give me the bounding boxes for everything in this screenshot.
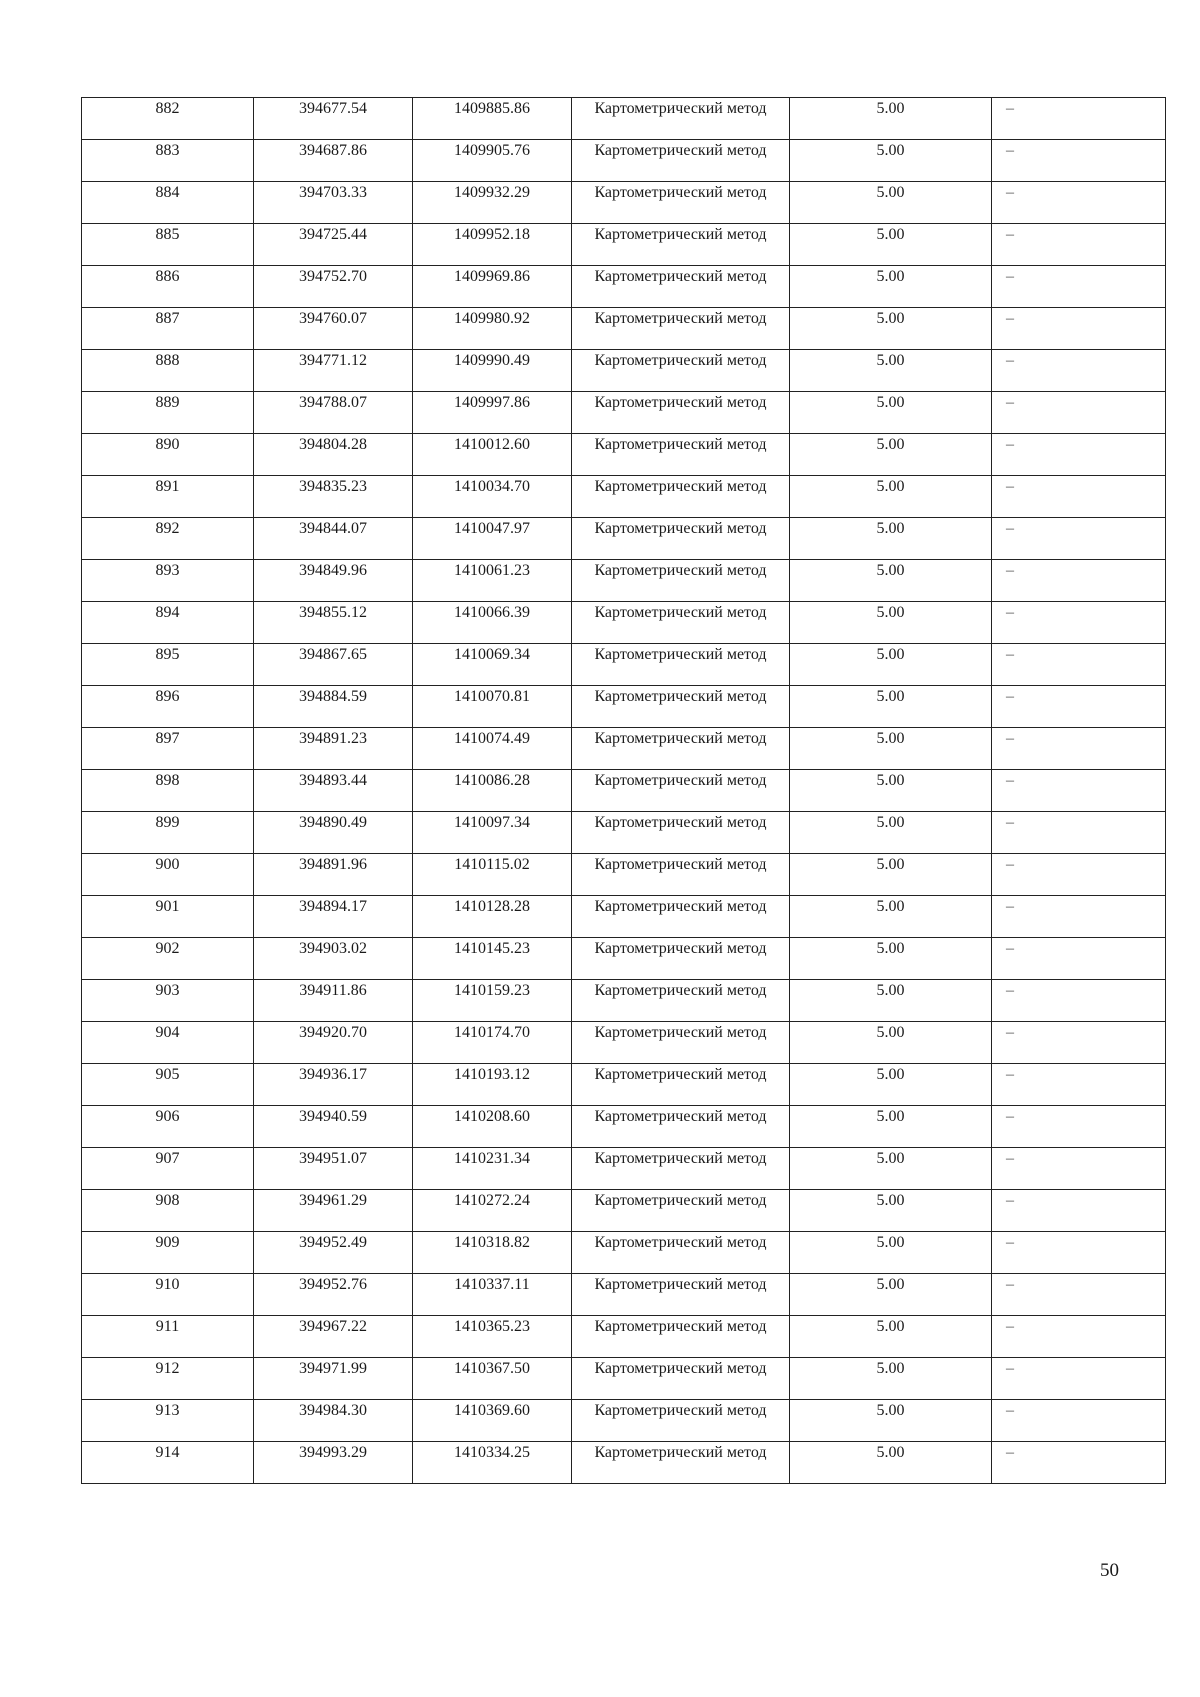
- y-coordinate-cell: 1409980.92: [413, 308, 572, 350]
- point-number-cell: 910: [82, 1274, 254, 1316]
- method-cell: Картометрический метод: [572, 1316, 790, 1358]
- accuracy-cell: 5.00: [790, 770, 992, 812]
- accuracy-cell: 5.00: [790, 1190, 992, 1232]
- accuracy-cell: 5.00: [790, 350, 992, 392]
- description-cell: –: [992, 812, 1166, 854]
- x-coordinate-cell: 394891.23: [254, 728, 413, 770]
- accuracy-cell: 5.00: [790, 980, 992, 1022]
- method-cell: Картометрический метод: [572, 350, 790, 392]
- table-row: [82, 518, 1166, 560]
- table-row: [82, 560, 1166, 602]
- method-cell: Картометрический метод: [572, 140, 790, 182]
- method-cell: Картометрический метод: [572, 1400, 790, 1442]
- accuracy-cell: 5.00: [790, 1358, 992, 1400]
- x-coordinate-cell: 394890.49: [254, 812, 413, 854]
- table-row: [82, 224, 1166, 266]
- method-cell: Картометрический метод: [572, 644, 790, 686]
- table-row: [82, 98, 1166, 140]
- y-coordinate-cell: 1410012.60: [413, 434, 572, 476]
- x-coordinate-cell: 394971.99: [254, 1358, 413, 1400]
- x-coordinate-cell: 394760.07: [254, 308, 413, 350]
- method-cell: Картометрический метод: [572, 1106, 790, 1148]
- accuracy-cell: 5.00: [790, 1106, 992, 1148]
- x-coordinate-cell: 394725.44: [254, 224, 413, 266]
- x-coordinate-cell: 394911.86: [254, 980, 413, 1022]
- y-coordinate-cell: 1409997.86: [413, 392, 572, 434]
- y-coordinate-cell: 1410066.39: [413, 602, 572, 644]
- description-cell: –: [992, 308, 1166, 350]
- table-row: [82, 938, 1166, 980]
- x-coordinate-cell: 394855.12: [254, 602, 413, 644]
- table-row: [82, 140, 1166, 182]
- table-row: [82, 392, 1166, 434]
- description-cell: –: [992, 980, 1166, 1022]
- point-number-cell: 890: [82, 434, 254, 476]
- point-number-cell: 906: [82, 1106, 254, 1148]
- x-coordinate-cell: 394920.70: [254, 1022, 413, 1064]
- x-coordinate-cell: 394849.96: [254, 560, 413, 602]
- y-coordinate-cell: 1410337.11: [413, 1274, 572, 1316]
- point-number-cell: 913: [82, 1400, 254, 1442]
- table-row: [82, 1190, 1166, 1232]
- method-cell: Картометрический метод: [572, 560, 790, 602]
- point-number-cell: 905: [82, 1064, 254, 1106]
- description-cell: –: [992, 1358, 1166, 1400]
- x-coordinate-cell: 394844.07: [254, 518, 413, 560]
- y-coordinate-cell: 1410074.49: [413, 728, 572, 770]
- y-coordinate-cell: 1410231.34: [413, 1148, 572, 1190]
- x-coordinate-cell: 394961.29: [254, 1190, 413, 1232]
- x-coordinate-cell: 394677.54: [254, 98, 413, 140]
- point-number-cell: 907: [82, 1148, 254, 1190]
- method-cell: Картометрический метод: [572, 266, 790, 308]
- description-cell: –: [992, 770, 1166, 812]
- point-number-cell: 908: [82, 1190, 254, 1232]
- point-number-cell: 891: [82, 476, 254, 518]
- accuracy-cell: 5.00: [790, 434, 992, 476]
- description-cell: –: [992, 854, 1166, 896]
- table-row: [82, 980, 1166, 1022]
- method-cell: Картометрический метод: [572, 1232, 790, 1274]
- table-row: [82, 182, 1166, 224]
- method-cell: Картометрический метод: [572, 1064, 790, 1106]
- description-cell: –: [992, 182, 1166, 224]
- x-coordinate-cell: 394894.17: [254, 896, 413, 938]
- method-cell: Картометрический метод: [572, 602, 790, 644]
- y-coordinate-cell: 1410365.23: [413, 1316, 572, 1358]
- description-cell: –: [992, 686, 1166, 728]
- method-cell: Картометрический метод: [572, 770, 790, 812]
- method-cell: Картометрический метод: [572, 182, 790, 224]
- point-number-cell: 900: [82, 854, 254, 896]
- table-row: [82, 266, 1166, 308]
- description-cell: –: [992, 98, 1166, 140]
- method-cell: Картометрический метод: [572, 224, 790, 266]
- y-coordinate-cell: 1410334.25: [413, 1442, 572, 1484]
- description-cell: –: [992, 1442, 1166, 1484]
- method-cell: Картометрический метод: [572, 518, 790, 560]
- method-cell: Картометрический метод: [572, 686, 790, 728]
- description-cell: –: [992, 602, 1166, 644]
- y-coordinate-cell: 1410061.23: [413, 560, 572, 602]
- table-row: [82, 812, 1166, 854]
- y-coordinate-cell: 1410145.23: [413, 938, 572, 980]
- x-coordinate-cell: 394867.65: [254, 644, 413, 686]
- table-row: [82, 350, 1166, 392]
- point-number-cell: 909: [82, 1232, 254, 1274]
- description-cell: –: [992, 1316, 1166, 1358]
- description-cell: –: [992, 644, 1166, 686]
- y-coordinate-cell: 1410069.34: [413, 644, 572, 686]
- y-coordinate-cell: 1409905.76: [413, 140, 572, 182]
- y-coordinate-cell: 1410369.60: [413, 1400, 572, 1442]
- method-cell: Картометрический метод: [572, 896, 790, 938]
- table-row: [82, 1148, 1166, 1190]
- table-row: [82, 602, 1166, 644]
- point-number-cell: 894: [82, 602, 254, 644]
- x-coordinate-cell: 394804.28: [254, 434, 413, 476]
- table-row: [82, 686, 1166, 728]
- point-number-cell: 912: [82, 1358, 254, 1400]
- y-coordinate-cell: 1410159.23: [413, 980, 572, 1022]
- y-coordinate-cell: 1410115.02: [413, 854, 572, 896]
- table-row: [82, 854, 1166, 896]
- description-cell: –: [992, 140, 1166, 182]
- accuracy-cell: 5.00: [790, 1232, 992, 1274]
- accuracy-cell: 5.00: [790, 1400, 992, 1442]
- y-coordinate-cell: 1409932.29: [413, 182, 572, 224]
- x-coordinate-cell: 394903.02: [254, 938, 413, 980]
- point-number-cell: 904: [82, 1022, 254, 1064]
- description-cell: –: [992, 1232, 1166, 1274]
- table-row: [82, 644, 1166, 686]
- point-number-cell: 911: [82, 1316, 254, 1358]
- accuracy-cell: 5.00: [790, 224, 992, 266]
- point-number-cell: 901: [82, 896, 254, 938]
- table-row: [82, 1358, 1166, 1400]
- point-number-cell: 898: [82, 770, 254, 812]
- x-coordinate-cell: 394952.49: [254, 1232, 413, 1274]
- x-coordinate-cell: 394993.29: [254, 1442, 413, 1484]
- y-coordinate-cell: 1410047.97: [413, 518, 572, 560]
- accuracy-cell: 5.00: [790, 308, 992, 350]
- table-row: [82, 434, 1166, 476]
- description-cell: –: [992, 1106, 1166, 1148]
- y-coordinate-cell: 1409969.86: [413, 266, 572, 308]
- x-coordinate-cell: 394984.30: [254, 1400, 413, 1442]
- point-number-cell: 892: [82, 518, 254, 560]
- accuracy-cell: 5.00: [790, 728, 992, 770]
- method-cell: Картометрический метод: [572, 854, 790, 896]
- point-number-cell: 883: [82, 140, 254, 182]
- x-coordinate-cell: 394703.33: [254, 182, 413, 224]
- accuracy-cell: 5.00: [790, 1274, 992, 1316]
- x-coordinate-cell: 394952.76: [254, 1274, 413, 1316]
- y-coordinate-cell: 1409885.86: [413, 98, 572, 140]
- method-cell: Картометрический метод: [572, 308, 790, 350]
- accuracy-cell: 5.00: [790, 476, 992, 518]
- description-cell: –: [992, 392, 1166, 434]
- accuracy-cell: 5.00: [790, 854, 992, 896]
- description-cell: –: [992, 266, 1166, 308]
- point-number-cell: 893: [82, 560, 254, 602]
- method-cell: Картометрический метод: [572, 98, 790, 140]
- table-row: [82, 1274, 1166, 1316]
- x-coordinate-cell: 394788.07: [254, 392, 413, 434]
- coordinates-table-body: [82, 98, 1166, 1484]
- table-row: [82, 308, 1166, 350]
- page-number: 50: [1100, 1560, 1119, 1581]
- accuracy-cell: 5.00: [790, 1316, 992, 1358]
- accuracy-cell: 5.00: [790, 602, 992, 644]
- description-cell: –: [992, 938, 1166, 980]
- x-coordinate-cell: 394936.17: [254, 1064, 413, 1106]
- y-coordinate-cell: 1410034.70: [413, 476, 572, 518]
- y-coordinate-cell: 1410097.34: [413, 812, 572, 854]
- description-cell: –: [992, 476, 1166, 518]
- y-coordinate-cell: 1409990.49: [413, 350, 572, 392]
- table-row: [82, 728, 1166, 770]
- x-coordinate-cell: 394891.96: [254, 854, 413, 896]
- description-cell: –: [992, 1064, 1166, 1106]
- accuracy-cell: 5.00: [790, 686, 992, 728]
- accuracy-cell: 5.00: [790, 1148, 992, 1190]
- point-number-cell: 903: [82, 980, 254, 1022]
- y-coordinate-cell: 1410128.28: [413, 896, 572, 938]
- x-coordinate-cell: 394884.59: [254, 686, 413, 728]
- accuracy-cell: 5.00: [790, 812, 992, 854]
- description-cell: –: [992, 350, 1166, 392]
- description-cell: –: [992, 1148, 1166, 1190]
- y-coordinate-cell: 1410086.28: [413, 770, 572, 812]
- x-coordinate-cell: 394940.59: [254, 1106, 413, 1148]
- y-coordinate-cell: 1410174.70: [413, 1022, 572, 1064]
- x-coordinate-cell: 394687.86: [254, 140, 413, 182]
- table-row: [82, 1064, 1166, 1106]
- description-cell: –: [992, 1274, 1166, 1316]
- coordinates-table: [81, 97, 1166, 1484]
- y-coordinate-cell: 1410367.50: [413, 1358, 572, 1400]
- description-cell: –: [992, 518, 1166, 560]
- description-cell: –: [992, 728, 1166, 770]
- method-cell: Картометрический метод: [572, 392, 790, 434]
- description-cell: –: [992, 1022, 1166, 1064]
- method-cell: Картометрический метод: [572, 1442, 790, 1484]
- x-coordinate-cell: 394752.70: [254, 266, 413, 308]
- point-number-cell: 897: [82, 728, 254, 770]
- table-row: [82, 476, 1166, 518]
- description-cell: –: [992, 560, 1166, 602]
- accuracy-cell: 5.00: [790, 644, 992, 686]
- point-number-cell: 902: [82, 938, 254, 980]
- point-number-cell: 882: [82, 98, 254, 140]
- accuracy-cell: 5.00: [790, 1022, 992, 1064]
- x-coordinate-cell: 394951.07: [254, 1148, 413, 1190]
- accuracy-cell: 5.00: [790, 896, 992, 938]
- accuracy-cell: 5.00: [790, 98, 992, 140]
- point-number-cell: 914: [82, 1442, 254, 1484]
- point-number-cell: 899: [82, 812, 254, 854]
- description-cell: –: [992, 896, 1166, 938]
- description-cell: –: [992, 224, 1166, 266]
- table-row: [82, 896, 1166, 938]
- point-number-cell: 895: [82, 644, 254, 686]
- point-number-cell: 885: [82, 224, 254, 266]
- accuracy-cell: 5.00: [790, 938, 992, 980]
- y-coordinate-cell: 1410070.81: [413, 686, 572, 728]
- accuracy-cell: 5.00: [790, 560, 992, 602]
- point-number-cell: 886: [82, 266, 254, 308]
- accuracy-cell: 5.00: [790, 1064, 992, 1106]
- description-cell: –: [992, 1400, 1166, 1442]
- method-cell: Картометрический метод: [572, 938, 790, 980]
- accuracy-cell: 5.00: [790, 182, 992, 224]
- table-row: [82, 770, 1166, 812]
- accuracy-cell: 5.00: [790, 1442, 992, 1484]
- y-coordinate-cell: 1409952.18: [413, 224, 572, 266]
- method-cell: Картометрический метод: [572, 1148, 790, 1190]
- point-number-cell: 889: [82, 392, 254, 434]
- accuracy-cell: 5.00: [790, 266, 992, 308]
- method-cell: Картометрический метод: [572, 812, 790, 854]
- y-coordinate-cell: 1410193.12: [413, 1064, 572, 1106]
- accuracy-cell: 5.00: [790, 518, 992, 560]
- point-number-cell: 887: [82, 308, 254, 350]
- method-cell: Картометрический метод: [572, 980, 790, 1022]
- accuracy-cell: 5.00: [790, 392, 992, 434]
- point-number-cell: 896: [82, 686, 254, 728]
- accuracy-cell: 5.00: [790, 140, 992, 182]
- table-row: [82, 1232, 1166, 1274]
- table-row: [82, 1400, 1166, 1442]
- method-cell: Картометрический метод: [572, 1358, 790, 1400]
- table-row: [82, 1442, 1166, 1484]
- y-coordinate-cell: 1410318.82: [413, 1232, 572, 1274]
- method-cell: Картометрический метод: [572, 476, 790, 518]
- description-cell: –: [992, 1190, 1166, 1232]
- point-number-cell: 884: [82, 182, 254, 224]
- x-coordinate-cell: 394893.44: [254, 770, 413, 812]
- method-cell: Картометрический метод: [572, 1022, 790, 1064]
- method-cell: Картометрический метод: [572, 1274, 790, 1316]
- x-coordinate-cell: 394967.22: [254, 1316, 413, 1358]
- table-row: [82, 1316, 1166, 1358]
- description-cell: –: [992, 434, 1166, 476]
- method-cell: Картометрический метод: [572, 1190, 790, 1232]
- y-coordinate-cell: 1410272.24: [413, 1190, 572, 1232]
- method-cell: Картометрический метод: [572, 728, 790, 770]
- x-coordinate-cell: 394835.23: [254, 476, 413, 518]
- table-row: [82, 1022, 1166, 1064]
- table-row: [82, 1106, 1166, 1148]
- y-coordinate-cell: 1410208.60: [413, 1106, 572, 1148]
- method-cell: Картометрический метод: [572, 434, 790, 476]
- point-number-cell: 888: [82, 350, 254, 392]
- x-coordinate-cell: 394771.12: [254, 350, 413, 392]
